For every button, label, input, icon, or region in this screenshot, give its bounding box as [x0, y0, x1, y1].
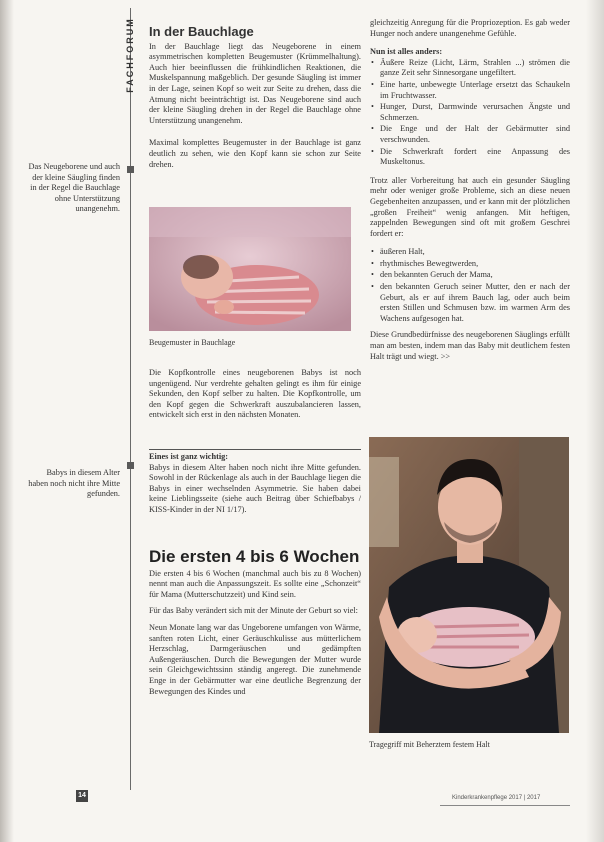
- paragraph: In der Bauchlage liegt das Neugeborene in einem asymmetrischen kompletten Beugemuster (Krümmelhaltung). Auch hier beeinflussen die frühkindlichen Reaktionen, die Muskelspannung maßgeblich. Der gesunde Säugling ist immer in der Lage, seinen Kopf so weit zur Seite zu drehen, dass die Atmung nicht beeinträchtigt ist. Das Neugeborene sind auch der kleine Säugling drehen in der Regel die Bauchlage ohne Unterstützung unangenehm.: [149, 41, 361, 125]
- photo-father-holding-baby-image: [369, 437, 569, 733]
- photo-caption: Tragegriff mit Beherztem festem Halt: [369, 740, 490, 749]
- paragraph: gleichzeitig Anregung für die Propriozeption. Es gab weder Hunger noch andere unangenehme Gefühle.: [370, 18, 570, 38]
- paragraph: Für das Baby verändert sich mit der Minute der Geburt so viel:: [149, 606, 358, 616]
- section-divider: [149, 449, 361, 450]
- bullet-list-needs: [370, 247, 570, 324]
- list-item: • äußeren Halt,: [380, 247, 570, 258]
- footer-publication: Kinderkrankenpflege 2017 | 2017: [452, 795, 541, 801]
- footer-rule: [440, 805, 570, 806]
- page-edge-shadow-left: [0, 0, 14, 842]
- side-note-mitte: Babys in diesem Alter haben noch nicht ihre Mitte gefunden.: [28, 468, 120, 498]
- list-item: • Hunger, Durst, Darmwinde verursachen Ängste und Schmerzen.: [380, 102, 570, 123]
- box-heading: Eines ist ganz wichtig:: [149, 452, 229, 461]
- paragraph: [370, 330, 570, 362]
- photo-baby-prone-image: [149, 207, 351, 331]
- section-bauchlage: [149, 24, 361, 176]
- section-heading: In der Bauchlage: [149, 24, 254, 39]
- bullet-list-changes: [370, 58, 570, 168]
- paragraph: Trotz aller Vorbereitung hat auch ein gesunder Säugling mehr oder weniger große Probleme, sich an diese neuen Gegebenheiten anzupassen, und er kann mit der plötzlichen „großen Freiheit“ wenig anfangen. Mit heftigen, zappelnden Bewegungen sind oft mit großem Geschrei fordert er:: [370, 175, 570, 238]
- right-column: [370, 18, 570, 368]
- list-title: Nun ist alles anders:: [370, 47, 443, 57]
- paragraph: Maximal komplettes Beugemuster in der Bauchlage ist ganz deutlich zu sehen, wie den Kopf kann sie schon zur Seite drehen.: [149, 138, 361, 169]
- paragraph: Die ersten 4 bis 6 Wochen (manchmal auch bis zu 8 Wochen) nennt man auch die Anpassungszeit. Es sollte eine „Schonzeit“ für Mama (Mutterschutzzeit) und Kind sein.: [149, 568, 361, 599]
- running-title: FACHFORUM: [125, 17, 135, 93]
- list-item: • rhythmisches Bewegtwerden,: [380, 259, 570, 270]
- continued-arrow: >>: [440, 351, 451, 361]
- list-item: • Die Schwerkraft fordert eine Anpassung des Muskeltonus.: [380, 147, 570, 168]
- photo-caption: Beugemuster in Bauchlage: [149, 338, 236, 347]
- paragraph: Babys in diesem Alter haben noch nicht ihre Mitte gefunden. Sowohl in der Rückenlage als auch in der Bauchlage liegen die Babys in einer wechselnden Asymmetrie. Sie haben dabei keine Lieblingsseite (siehe auch Beitrag über Schiefbabys / KISS-Kinder in der NI 1/17).: [149, 462, 361, 514]
- photo-father-holding-baby: [369, 437, 569, 733]
- paragraph-kopfkontrolle: [149, 368, 361, 427]
- list-item: • Die Enge und der Halt der Gebärmutter sind verschwunden.: [380, 124, 570, 145]
- list-item: • Äußere Reize (Licht, Lärm, Strahlen ...) strömen die ganze Zeit sehr Sinnesorgane ungefiltert.: [380, 58, 570, 79]
- page-edge-shadow-right: [586, 0, 604, 842]
- side-note-marker: [127, 166, 134, 173]
- list-item: • Eine harte, unbewegte Unterlage ersetzt das Schaukeln im Fruchtwasser.: [380, 80, 570, 101]
- paragraph: Neun Monate lang war das Ungeborene umfangen von Wärme, sanften roten Licht, einer Geräuschkulisse aus mütterlichem Herzschlag, Darmgeräuschen und gedämpften Außengeräuschen. Durch die Bewegungen der Mutter wurde sein Gleichgewichtssinn ständig angeregt. Die zunehmende Enge in der Gebärmutter war eine deutliche Begrenzung der Bewegungen des Kindes und: [149, 622, 361, 696]
- list-item: • den bekannten Geruch seiner Mutter, den er nach der Geburt, als er auf ihrem Bauch lag, oder auch beim ersten Stillen und Schmusen bzw. im warmen Arm des Wachens aufgesogen hat.: [380, 282, 570, 324]
- photo-baby-prone: [149, 207, 351, 331]
- section-heading: Die ersten 4 bis 6 Wochen: [149, 547, 360, 566]
- side-note-bauchlage: Das Neugeborene und auch der kleine Säugling finden in der Regel die Bauchlage ohne Unterstützung unangenehm.: [28, 162, 120, 213]
- side-note-marker: [127, 462, 134, 469]
- paragraph-text: Diese Grundbedürfnisse des neugeborenen Säuglings erfüllt man am besten, indem man das Baby mit deutlichem festen Halt trägt und wiegt.: [370, 330, 570, 361]
- paragraph: Die Kopfkontrolle eines neugeborenen Babys ist noch ungenügend. Nur verdrehte gehalten gelingt es ihm für einige Sekunden, den Kopf selber zu halten. Die Kopfkontrolle, um den Kopf gegen die Schwerkraft auszubalancieren lassen, entwickelt sich erst in den nächsten Monaten.: [149, 368, 361, 420]
- section-wichtig: [149, 452, 361, 522]
- page-number: 14: [76, 790, 88, 802]
- section-erste-wochen: [149, 547, 361, 703]
- list-item: • den bekannten Geruch der Mama,: [380, 270, 570, 281]
- column-rule: [130, 8, 131, 790]
